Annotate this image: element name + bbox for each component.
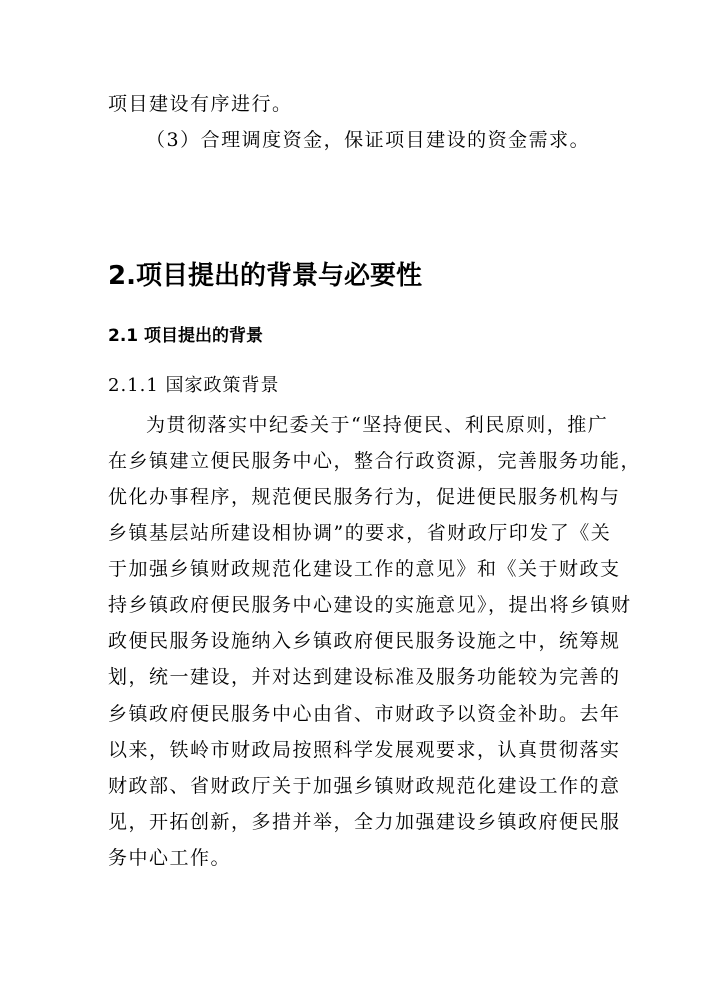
body-line-8: 划，统一建设，并对达到建设标准及服务功能较为完善的	[108, 666, 621, 688]
body-line-5: 于加强乡镇财政规范化建设工作的意见》和《关于财政支	[108, 558, 621, 580]
intro-line-2: （3）合理调度资金，保证项目建设的资金需求。	[146, 129, 591, 151]
body-line-3: 优化办事程序，规范便民服务行为，促进便民服务机构与	[108, 486, 621, 508]
body-line-4: 乡镇基层站所建设相协调”的要求，省财政厅印发了《关	[108, 522, 612, 544]
body-line-6: 持乡镇政府便民服务中心建设的实施意见》，提出将乡镇财	[108, 594, 632, 616]
body-line-7: 政便民服务设施纳入乡镇政府便民服务设施之中，统筹规	[108, 630, 621, 652]
intro-line-1: 项目建设有序进行。	[108, 93, 293, 115]
subsection-heading: 2.1 项目提出的背景	[108, 326, 264, 346]
body-line-11: 财政部、省财政厅关于加强乡镇财政规范化建设工作的意	[108, 775, 621, 797]
body-line-10: 以来，铁岭市财政局按照科学发展观要求，认真贯彻落实	[108, 739, 621, 761]
body-line-2: 在乡镇建立便民服务中心，整合行政资源，完善服务功能，	[108, 450, 642, 472]
section-heading: 2.项目提出的背景与必要性	[108, 261, 422, 291]
subsubsection-heading: 2.1.1 国家政策背景	[108, 375, 280, 396]
body-line-13: 务中心工作。	[108, 847, 232, 869]
body-line-9: 乡镇政府便民服务中心由省、市财政予以资金补助。去年	[108, 703, 621, 725]
body-line-1: 为贯彻落实中纪委关于“坚持便民、利民原则，推广	[146, 414, 609, 436]
body-line-12: 见，开拓创新，多措并举，全力加强建设乡镇政府便民服	[108, 811, 621, 833]
